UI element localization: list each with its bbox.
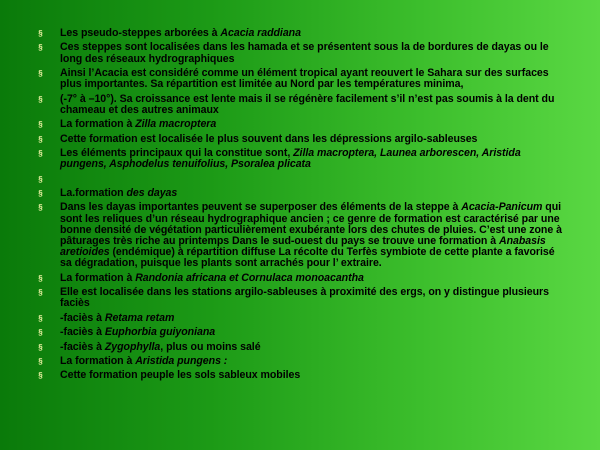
text-segment: qui sont les reliques d’un réseau hydrographique ancien ; ce genre de formation est caractérisé par une bonne densité de végétation particulièrement exubérante lors des chutes de pluies. C’est une zone à pâturages très riche au printemps Dans le sud-ouest du pays se trouve une formation à <box>60 201 562 247</box>
bullet-item <box>36 94 564 116</box>
text-segment: Ces steppes sont localisées dans les hamada et se présentent sous la de bordures de dayas ou le long des réseaux hydrographiques <box>60 41 549 65</box>
bullet-item <box>36 342 564 353</box>
bullet-marker-icon: § <box>38 94 43 104</box>
bullet-marker-icon: § <box>38 68 43 78</box>
bullet-text <box>60 326 215 338</box>
bullet-item <box>36 134 564 145</box>
bullet-marker-icon: § <box>38 188 43 198</box>
bullet-item <box>36 287 564 309</box>
bullet-text <box>60 272 364 284</box>
text-segment: La formation à <box>60 271 136 284</box>
bullet-item <box>36 174 564 185</box>
bullet-marker-icon: § <box>38 328 43 338</box>
italic-segment: Retama retam <box>104 311 175 324</box>
text-segment: -faciès à <box>60 340 105 353</box>
italic-segment: Acacia-Panicum <box>461 201 543 214</box>
bullet-marker-icon: § <box>38 120 43 130</box>
italic-segment: Acacia raddiana <box>220 27 301 39</box>
text-segment: -faciès à <box>60 326 105 339</box>
text-segment: (endémique) à répartition diffuse La récolte du Terfès symbiote de cette plante a favorisé sa dégradation, puisque les plants sont arrachés pour l’ extraire. <box>60 246 555 270</box>
bullet-text <box>60 27 301 39</box>
bullet-item <box>36 28 564 39</box>
bullet-text <box>60 187 177 199</box>
bullet-text <box>60 173 63 185</box>
text-segment: Cette formation peuple les sols sableux mobiles <box>60 369 301 382</box>
italic-segment: Euphorbia guiyoniana <box>104 326 216 339</box>
bullet-text <box>60 118 216 130</box>
bullet-item <box>36 356 564 367</box>
bullet-text <box>60 41 549 64</box>
text-segment: La.formation <box>60 186 127 199</box>
italic-segment: Aristida pungens : <box>135 354 228 367</box>
italic-segment: Zilla macroptera <box>135 118 217 131</box>
bullet-item <box>36 273 564 284</box>
bullet-item <box>36 327 564 338</box>
bullet-item <box>36 68 564 90</box>
bullet-item <box>36 119 564 130</box>
text-segment: La formation à <box>60 354 136 367</box>
bullet-item <box>36 148 564 170</box>
bullet-marker-icon: § <box>38 342 43 352</box>
text-segment: Elle est localisée dans les stations argilo-sableuses à proximité des ergs, on y distingue plusieurs faciès <box>60 286 549 310</box>
bullet-item <box>36 42 564 64</box>
bullet-text <box>60 93 554 116</box>
bullet-marker-icon: § <box>38 313 43 323</box>
bullet-item <box>36 202 564 269</box>
text-segment: , plus ou moins salé <box>160 340 261 353</box>
bullet-marker-icon: § <box>38 43 43 53</box>
bullet-item <box>36 313 564 324</box>
bullet-marker-icon: § <box>38 288 43 298</box>
bullet-list <box>36 28 564 385</box>
bullet-marker-icon: § <box>38 134 43 144</box>
italic-segment: Zygophylla <box>104 340 161 353</box>
text-segment: (-7° à –10°). Sa croissance est lente mais il se régénère facilement s’il n’est pas soumis à la dent du chameau et des autres animaux <box>60 92 555 116</box>
bullet-marker-icon: § <box>38 174 43 184</box>
bullet-text <box>60 355 227 367</box>
bullet-marker-icon: § <box>38 356 43 366</box>
bullet-text <box>60 201 562 269</box>
text-segment: Les pseudo-steppes arborées à <box>60 27 221 39</box>
bullet-marker-icon: § <box>38 203 43 213</box>
bullet-marker-icon: § <box>38 29 43 38</box>
bullet-marker-icon: § <box>38 273 43 283</box>
italic-segment: Zilla macroptera, Launea arborescen, Aristida pungens, Asphodelus tenuifolius, Psoralea plicata <box>60 146 521 171</box>
bullet-item <box>36 188 564 199</box>
bullet-text <box>60 147 521 170</box>
italic-segment: Randonia africana et Cornulaca monoacantha <box>135 271 364 284</box>
bullet-marker-icon: § <box>38 371 43 381</box>
bullet-text <box>60 67 549 90</box>
italic-segment: des dayas <box>126 186 178 199</box>
text-segment: Ainsi l’Acacia est considéré comme un élément tropical ayant reouvert le Sahara sur des surfaces plus importantes. Sa répartition est limitée au Nord par les températures minima, <box>60 66 549 91</box>
text-segment: Les éléments principaux qui la constitue sont, <box>60 146 294 159</box>
text-segment: Dans les dayas importantes peuvent se superposer des éléments de la steppe à <box>60 201 462 214</box>
bullet-text <box>60 133 477 145</box>
text-segment: La formation à <box>60 118 136 131</box>
text-segment: -faciès à <box>60 311 105 324</box>
bullet-item <box>36 370 564 381</box>
bullet-marker-icon: § <box>38 148 43 158</box>
bullet-text <box>60 286 549 309</box>
italic-segment: Anabasis aretioides <box>60 234 546 259</box>
bullet-text <box>60 341 261 353</box>
bullet-text <box>60 369 300 381</box>
text-segment: Cette formation est localisée le plus souvent dans les dépressions argilo-sableuses <box>60 132 478 145</box>
bullet-text <box>60 312 174 324</box>
